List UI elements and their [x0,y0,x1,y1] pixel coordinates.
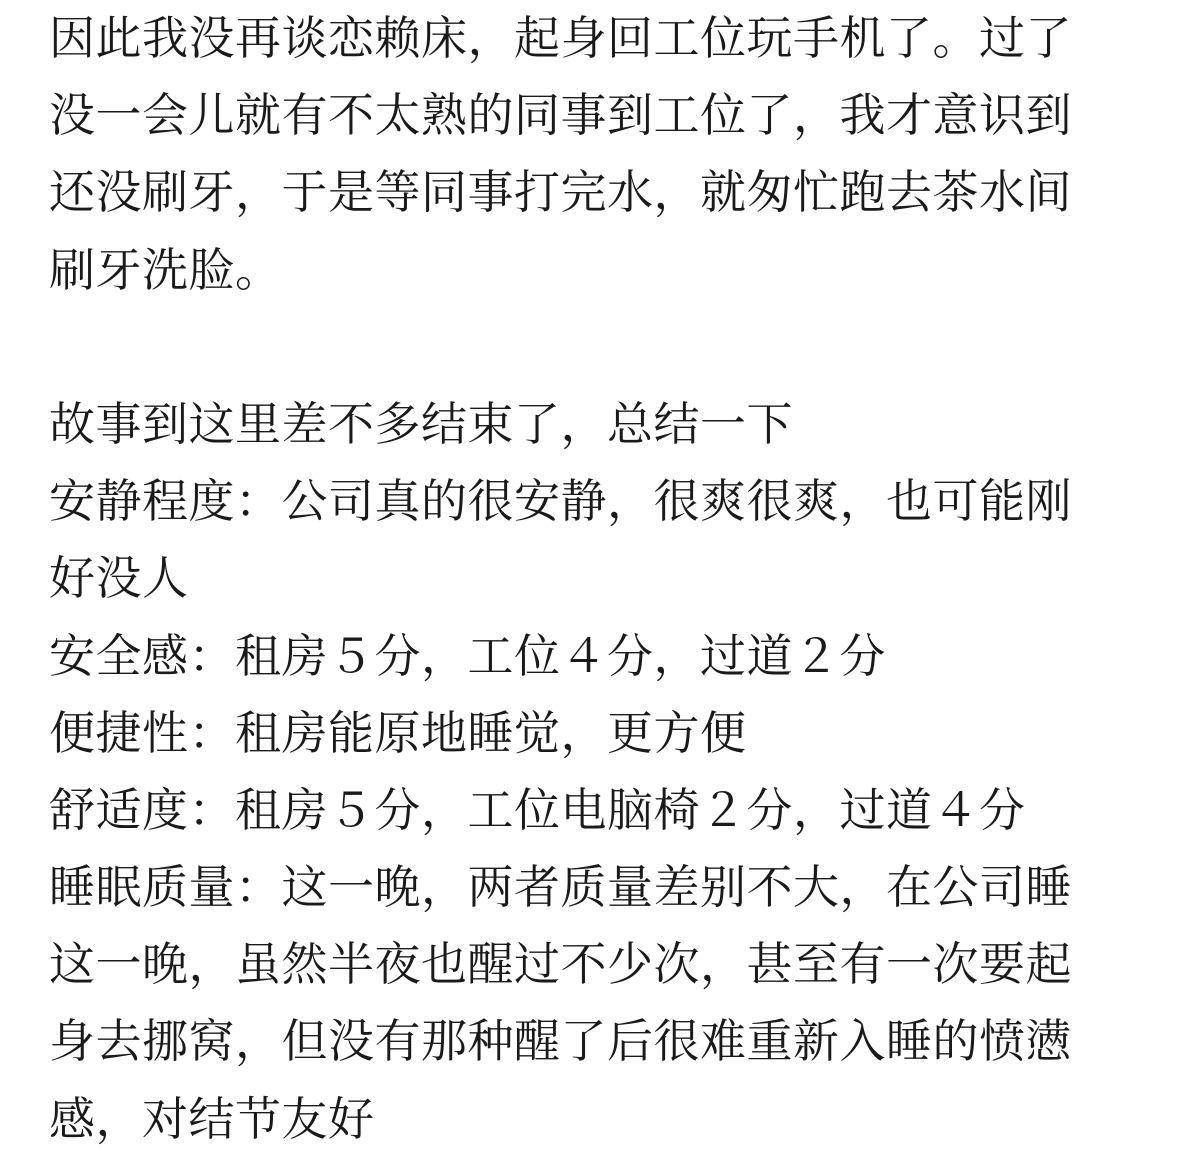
comfort-line: 舒适度：租房５分，工位电脑椅２分，过道４分 [49,782,1026,837]
text-line: 因此我没再谈恋赖床，起身回工位玩手机了。过了 [49,11,1072,65]
sleep-quality-line: 身去挪窝，但没有那种醒了后很难重新入睡的愤懑 [49,1014,1072,1069]
summary-intro: 故事到这里差不多结束了，总结一下 [49,396,793,451]
text-line: 还没刷牙，于是等同事打完水，就匆忙跑去茶水间 [49,165,1072,220]
text-line: 刷牙洗脸。 [49,242,282,297]
security-line: 安全感：租房５分，工位４分，过道２分 [49,628,886,683]
text-line: 没一会儿就有不太熟的同事到工位了，我才意识到 [49,88,1072,143]
convenience-line: 便捷性：租房能原地睡觉，更方便 [49,705,747,760]
article-body [49,0,1139,1158]
sleep-quality-line: 感，对结节友好 [49,1091,375,1146]
sleep-quality-line: 睡眠质量：这一晚，两者质量差别不大，在公司睡 [49,860,1072,915]
sleep-quality-line: 这一晚，虽然半夜也醒过不少次，甚至有一次要起 [49,937,1072,992]
quietness-line: 安静程度：公司真的很安静，很爽很爽，也可能刚 [49,474,1072,529]
summary-section [49,386,1139,1158]
quietness-line: 好没人 [49,551,189,606]
story-paragraph [49,0,1139,309]
paragraph-spacer [49,309,1139,386]
